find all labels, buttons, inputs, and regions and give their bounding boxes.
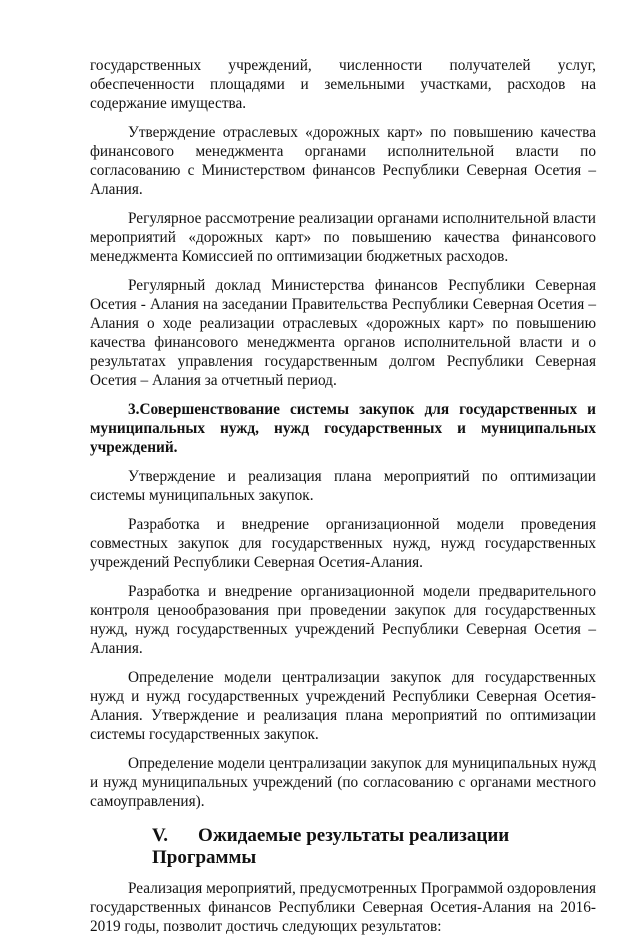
paragraph-roadmaps-review: Регулярное рассмотрение реализации органами исполнительной власти мероприятий «дорожных карт» по повышению качества финансового менеджмента Комиссией по оптимизации бюджетных расходов. bbox=[90, 210, 596, 265]
section-heading bbox=[90, 825, 596, 869]
paragraph-continuation: государственных учреждений, численности получателей услуг, обеспеченности площадями и земельными участками, расходов на содержание имущества. bbox=[90, 57, 596, 112]
paragraph-roadmaps-approval: Утверждение отраслевых «дорожных карт» по повышению качества финансового менеджмента органами исполнительной власти по согласованию с Министерством финансов Республики Северная Осетия – Алания. bbox=[90, 124, 596, 198]
paragraph-municipal-procurement-plan: Утверждение и реализация плана мероприятий по оптимизации системы муниципальных закупок. bbox=[90, 468, 596, 504]
section-number: V. bbox=[152, 825, 169, 846]
section-title: Ожидаемые результаты реализации Программы bbox=[152, 825, 510, 868]
page-body bbox=[90, 56, 596, 946]
paragraph-price-control-model: Разработка и внедрение организационной модели предварительного контроля ценообразования при проведении закупок для государственных нужд, нужд государственных учреждений Республики Северная Осетия – Алания. bbox=[90, 583, 596, 657]
paragraph-joint-procurement-model: Разработка и внедрение организационной модели проведения совместных закупок для государственных нужд, нужд государственных учреждений Республики Северная Осетия-Алания. bbox=[90, 516, 596, 571]
paragraph-state-centralization: Определение модели централизации закупок для государственных нужд и нужд государственных учреждений Республики Северная Осетия-Алания. Утверждение и реализация плана мероприятий по оптимизации системы государственных закупок. bbox=[90, 669, 596, 743]
paragraph-municipal-centralization: Определение модели централизации закупок для муниципальных нужд и нужд муниципальных учреждений (по согласованию с органами местного самоуправления). bbox=[90, 755, 596, 810]
paragraph-ministry-report: Регулярный доклад Министерства финансов Республики Северная Осетия - Алания на заседании Правительства Республики Северная Осетия – Алания о ходе реализации отраслевых «дорожных карт» по повышению качества финансового менеджмента органов исполнительной власти и о результатах управления государственным долгом Республики Северная Осетия – Алания за отчетный период. bbox=[90, 277, 596, 389]
subsection-heading-procurement: 3.Совершенствование системы закупок для государственных и муниципальных нужд, нужд государственных и муниципальных учреждений. bbox=[90, 401, 596, 456]
paragraph-expected-results: Реализация мероприятий, предусмотренных Программой оздоровления государственных финансов Республики Северная Осетия-Алания на 2016-2019 годы, позволит достичь следующих результатов: bbox=[90, 880, 596, 935]
